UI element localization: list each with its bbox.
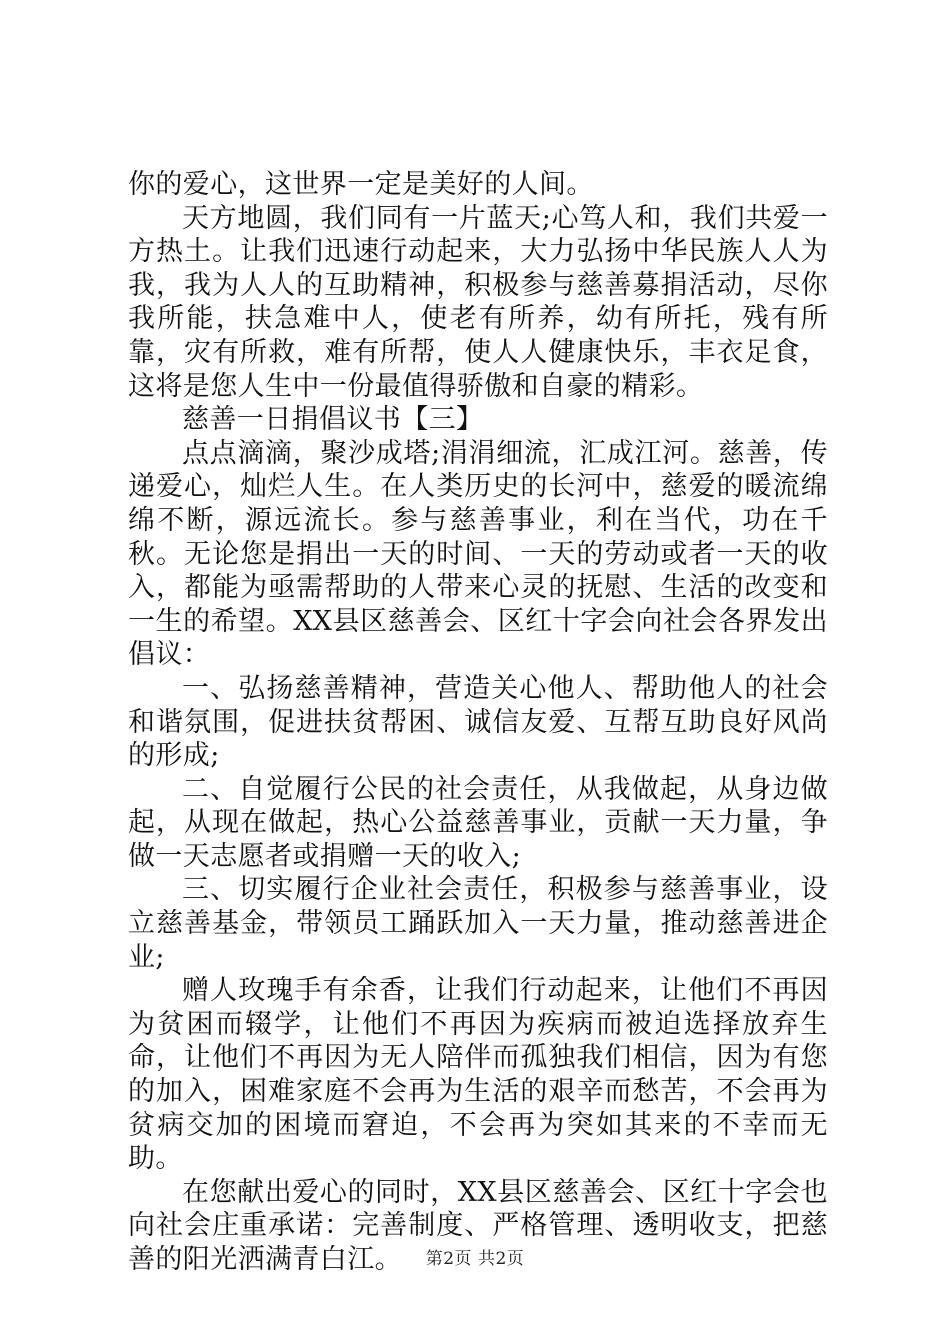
proposal-item-2: 二、自觉履行公民的社会责任，从我做起，从身边做起，从现在做起，热心公益慈善事业，贡献一天力量，争做一天志愿者或捐赠一天的收入; xyxy=(128,773,828,872)
section-heading: 慈善一日捐倡议书【三】 xyxy=(182,404,484,436)
paragraph-9: 在您献出爱心的同时，XX县区慈善会、区红十字会也向社会庄重承诺：完善制度、严格管理、透明收支，把慈善的阳光洒满青白江。 xyxy=(128,1176,828,1275)
paragraph-4: 点点滴滴，聚沙成塔;涓涓细流，汇成江河。慈善，传递爱心，灿烂人生。在人类历史的长河中，慈爱的暖流绵绵不断，源远流长。参与慈善事业，利在当代，功在千秋。无论您是捐出一天的时间、一天的劳动或者一天的收入，都能为亟需帮助的人带来心灵的抚慰、生活的改变和一生的希望。XX县区慈善会、区红十字会向社会各界发出倡议： xyxy=(128,437,828,671)
page-number-footer: 第2页 共2页 xyxy=(425,1249,525,1269)
proposal-item-1: 一、弘扬慈善精神，营造关心他人、帮助他人的社会和谐氛围，促进扶贫帮困、诚信友爱、互帮互助良好风尚的形成; xyxy=(128,672,828,772)
paragraph-8: 赠人玫瑰手有余香，让我们行动起来，让他们不再因为贫困而辍学，让他们不再因为疾病而被迫选择放弃生命，让他们不再因为无人陪伴而孤独我们相信，因为有您的加入，困难家庭不会再为生活的艰辛而愁苦，不会再为贫病交加的困境而窘迫，不会再为突如其来的不幸而无助。 xyxy=(128,975,828,1175)
paragraph-1: 你的爱心，这世界一定是美好的人间。 xyxy=(128,169,594,200)
paragraph-2: 天方地圆，我们同有一片蓝天;心笃人和，我们共爱一方热土。让我们迅速行动起来，大力弘扬中华民族人人为我，我为人人的互助精神，积极参与慈善募捐活动，尽你我所能，扶急难中人，使老有所养，幼有所托，残有所靠，灾有所救，难有所帮，使人人健康快乐，丰衣足食，这将是您人生中一份最值得骄傲和自豪的精彩。 xyxy=(128,202,828,402)
proposal-item-3: 三、切实履行企业社会责任，积极参与慈善事业，设立慈善基金，带领员工踊跃加入一天力量，推动慈善进企业; xyxy=(128,874,828,973)
document-body xyxy=(128,168,828,1277)
